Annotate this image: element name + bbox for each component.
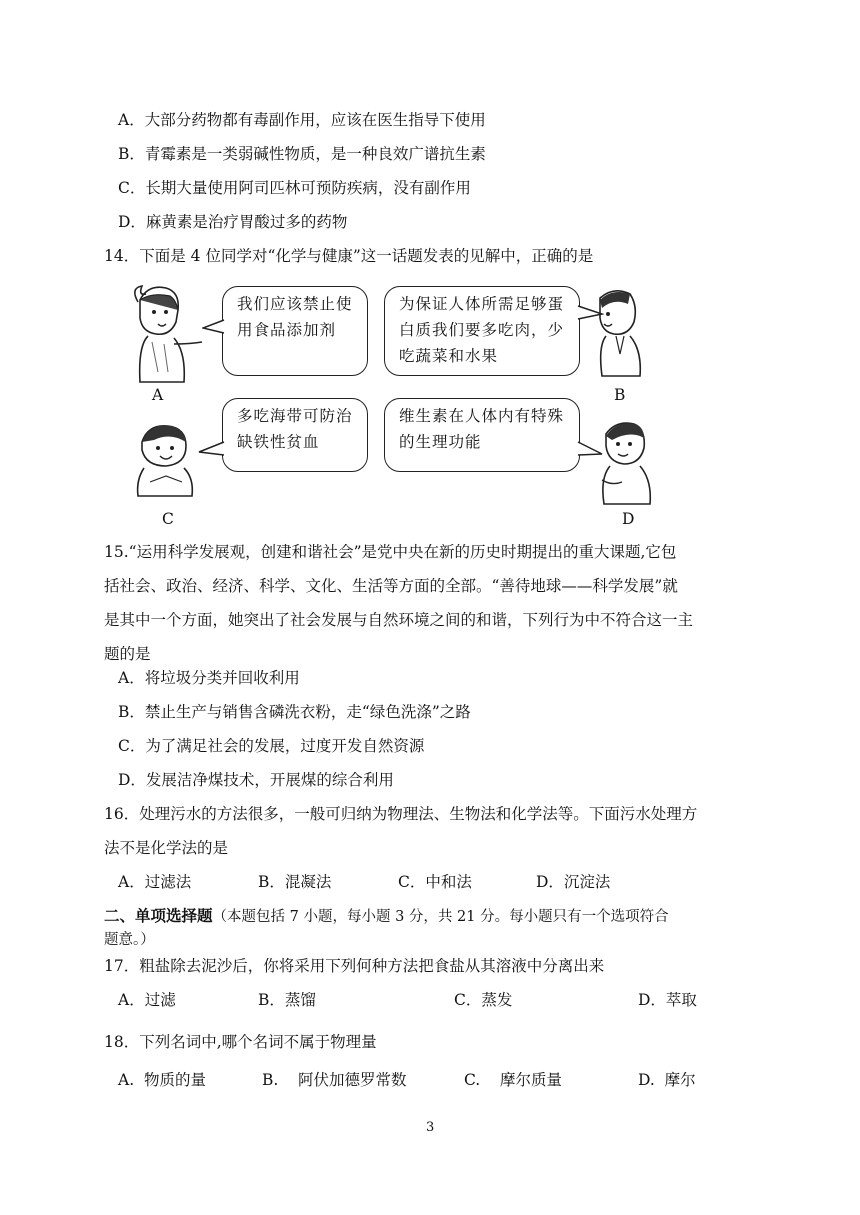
- q15-stem-line-1: 15.“运用科学发展观，创建和谐社会”是党中央在新的历史时期提出的重大课题,它包: [104, 543, 677, 561]
- bubble-c-tail-icon: [198, 440, 226, 458]
- q16-option-a: A．过滤法: [118, 873, 192, 891]
- bubble-b-tail-icon: [576, 304, 604, 322]
- bubble-d-tail-icon: [576, 440, 604, 458]
- q18-option-a: A. 物质的量: [118, 1071, 206, 1089]
- girl-illustration-icon: [118, 282, 208, 387]
- q14-stem: 14．下面是 4 位同学对“化学与健康”这一话题发表的见解中，正确的是: [104, 247, 594, 265]
- q13-option-a: A．大部分药物都有毒副作用，应该在医生指导下使用: [118, 111, 486, 129]
- q16-stem-line-2: 法不是化学法的是: [104, 839, 229, 857]
- q18-option-d: D. 摩尔: [638, 1071, 696, 1089]
- q17-option-d: D．萃取: [638, 991, 697, 1009]
- q17-option-c: C．蒸发: [454, 991, 513, 1009]
- q15-stem-line-3: 是其中一个方面，她突出了社会发展与自然环境之间的和谐，下列行为中不符合这一主: [104, 611, 694, 629]
- q15-option-a: A．将垃圾分类并回收利用: [118, 669, 300, 687]
- q18-option-c: C. 摩尔质量: [464, 1071, 562, 1089]
- q17-option-b: B．蒸馏: [258, 991, 316, 1009]
- q16-option-d: D．沉淀法: [536, 873, 611, 891]
- bubble-c: 多吃海带可防治缺铁性贫血: [222, 398, 368, 472]
- section-2-note-line-2: 题意。）: [104, 932, 155, 948]
- boy-illustration-icon: [130, 420, 210, 500]
- q15-stem-line-2: 括社会、政治、经济、科学、文化、生活等方面的全部。“善待地球——科学发展”就: [104, 577, 678, 595]
- bubble-d: 维生素在人体内有特殊的生理功能: [384, 398, 580, 472]
- q16-option-b: B．混凝法: [258, 873, 332, 891]
- section-2-note: （本题包括 7 小题，每小题 3 分，共 21 分。每小题只有一个选项符合: [212, 909, 669, 925]
- q17-stem: 17．粗盐除去泥沙后，你将采用下列何种方法把食盐从其溶液中分离出来: [104, 957, 605, 975]
- q13-option-b: B．青霉素是一类弱碱性物质，是一种良效广谱抗生素: [118, 145, 486, 163]
- q16-stem-line-1: 16．处理污水的方法很多，一般可归纳为物理法、生物法和化学法等。下面污水处理方: [104, 805, 698, 823]
- label-d: D: [622, 510, 635, 528]
- label-a: A: [152, 386, 164, 404]
- q17-option-a: A．过滤: [118, 991, 176, 1009]
- q13-option-d: D．麻黄素是治疗胃酸过多的药物: [118, 213, 348, 231]
- q15-option-b: B．禁止生产与销售含磷洗衣粉，走“绿色洗涤”之路: [118, 703, 471, 721]
- label-b: B: [614, 386, 626, 404]
- q15-option-c: C．为了满足社会的发展，过度开发自然资源: [118, 737, 425, 755]
- bubble-a-tail-icon: [202, 318, 226, 336]
- section-2-heading: [104, 906, 669, 927]
- q16-option-c: C．中和法: [398, 873, 472, 891]
- q15-option-d: D．发展洁净煤技术，开展煤的综合利用: [118, 771, 394, 789]
- student-illustration-icon: [592, 416, 660, 508]
- bubble-a: 我们应该禁止使用食品添加剂: [222, 286, 368, 376]
- q18-stem: 18．下列名词中,哪个名词不属于物理量: [104, 1033, 377, 1051]
- section-2-title: 二、单项选择题: [104, 906, 213, 925]
- q13-option-c: C．长期大量使用阿司匹林可预防疾病，没有副作用: [118, 179, 471, 197]
- label-c: C: [162, 510, 174, 528]
- q15-stem-line-4: 题的是: [104, 645, 151, 663]
- bubble-b: 为保证人体所需足够蛋白质我们要多吃肉，少吃蔬菜和水果: [384, 286, 580, 376]
- q18-option-b: B. 阿伏加德罗常数: [262, 1071, 407, 1089]
- man-illustration-icon: [580, 284, 650, 379]
- page-number: 3: [426, 1120, 435, 1135]
